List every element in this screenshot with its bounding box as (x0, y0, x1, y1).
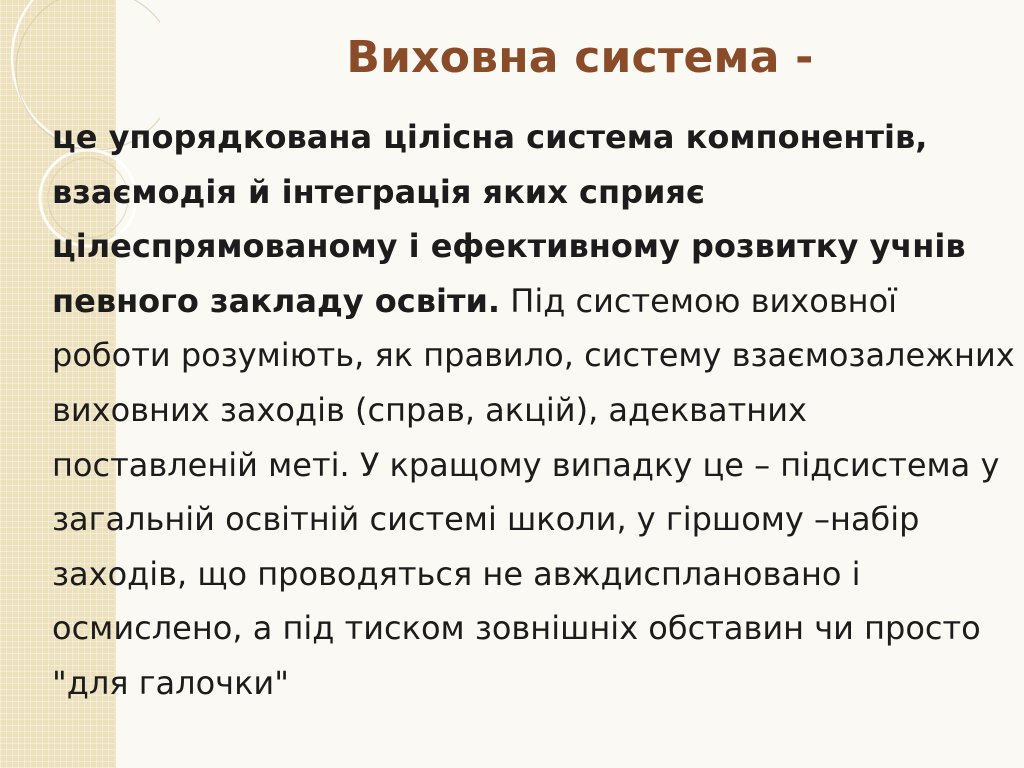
definition-paragraph (52, 110, 1022, 711)
definition-regular-text: Під системою виховної роботи розуміють, як правило, систему взаємозалежних виховних заходів (справ, акцій), адекватних поставленій меті. У кращому випадку це – підсистема у загальній освітній системі школи, у гіршому –набір заходів, що проводяться не авждиспланованo і осмислено, а під тиском зовнішніх обставин чи просто "для галочки" (52, 281, 1015, 702)
definition-bold-text: це упорядкована цілісна система компонентів, взаємодія й інтеграція яких сприяє цілеспрямованому і ефективному розвитку учнів певного закладу освіти. (52, 118, 966, 320)
slide-title: Виховна система - (346, 32, 814, 83)
